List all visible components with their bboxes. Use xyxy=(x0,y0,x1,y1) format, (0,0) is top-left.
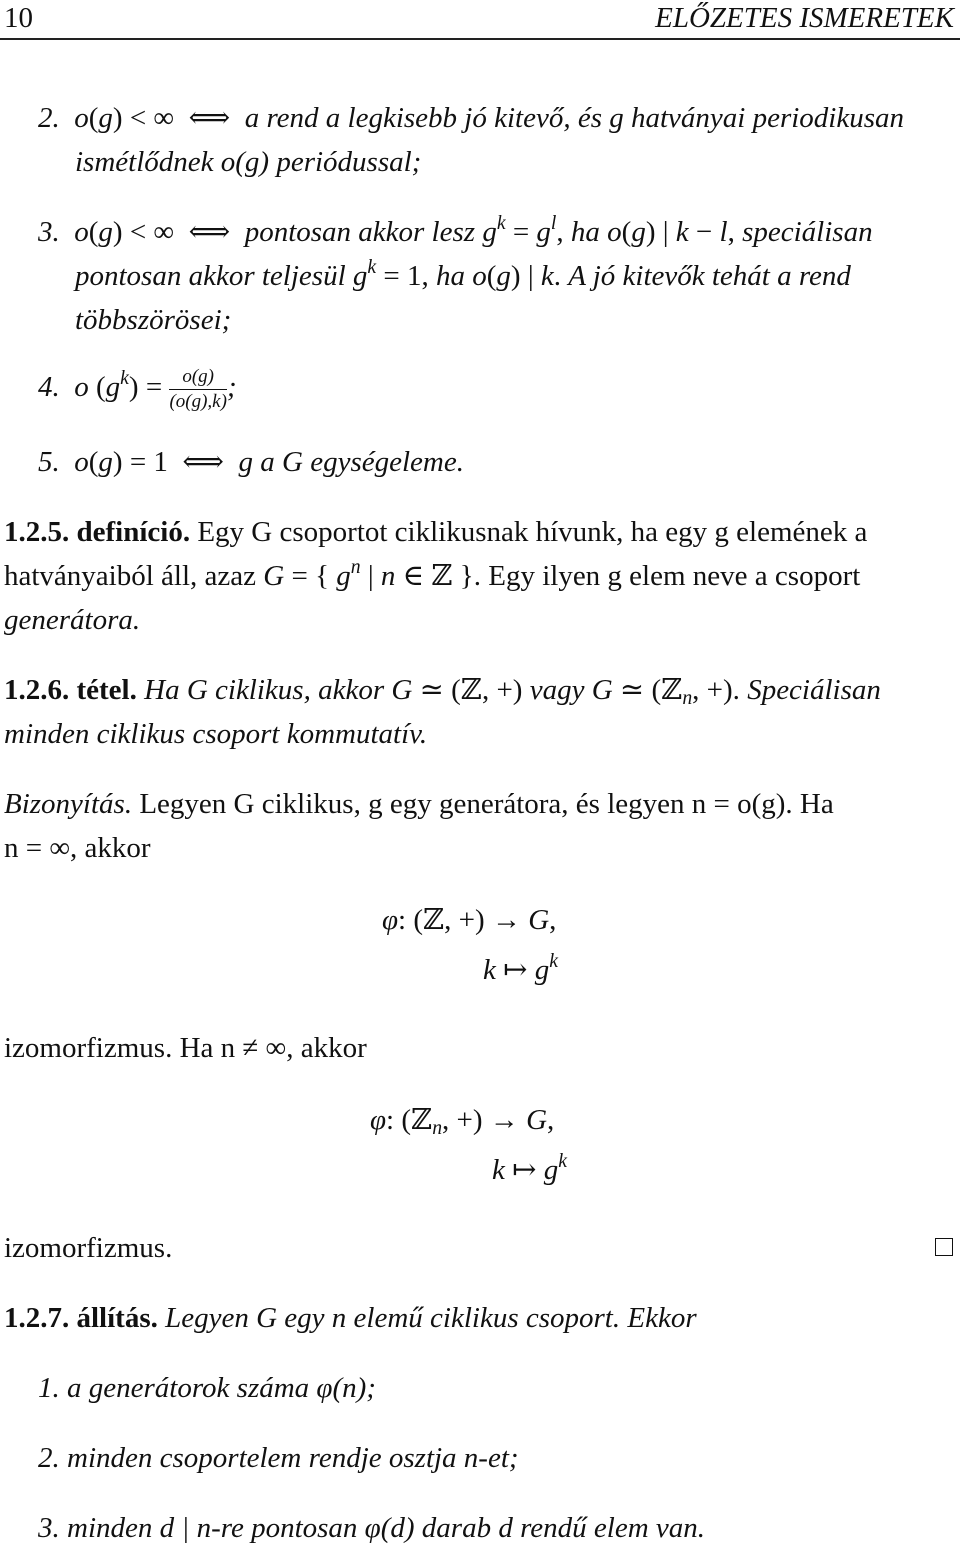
proof-line-2 xyxy=(4,834,151,863)
list-item-3-condition: o(g) < ∞ ⟺ xyxy=(74,216,245,248)
page-number: 10 xyxy=(4,2,33,34)
list-item-4-formula: o $(g^k)$ = $\frac{o(g)}{(o(g),k)}$ ; xyxy=(74,366,237,412)
list-item-2 xyxy=(38,104,904,133)
definition-line-2 xyxy=(4,555,861,592)
definition-set-formula: G = { $g^n$ | n ∈ ℤ }. xyxy=(263,555,489,592)
list-item-2-cont xyxy=(75,148,421,177)
list-item-3-number: 3. xyxy=(38,216,60,248)
definition-text-1: Egy G csoportot ciklikusnak hívunk, ha egy g elemének a xyxy=(197,516,868,548)
list-item-4-number: 4. xyxy=(38,371,60,403)
list-item-4 xyxy=(38,366,237,413)
proposition-item-2-number: 2. xyxy=(38,1442,60,1474)
proof-line-3 xyxy=(4,1034,367,1063)
proposition-item-3-text: minden d | n-re pontosan φ(d) darab d rendű elem van. xyxy=(67,1512,706,1544)
proposition-item-3-number: 3. xyxy=(38,1512,60,1544)
display-map-1: φ: (ℤ, +) → G, xyxy=(382,904,557,936)
definition-line-3 xyxy=(4,606,140,635)
proposition-line-1 xyxy=(4,1304,697,1333)
theorem-line-1 xyxy=(4,674,881,709)
proposition-label: 1.2.7. állítás. xyxy=(4,1302,158,1334)
theorem-line-2 xyxy=(4,720,427,749)
proposition-item-1 xyxy=(38,1374,376,1403)
display-map-2: φ: (ℤ$_n$, +) → G, xyxy=(370,1104,555,1139)
theorem-text-1b: Speciálisan xyxy=(747,674,881,706)
display-map-1-rule: k ↦ $g^k$ xyxy=(483,949,558,986)
definition-label: 1.2.5. definíció. xyxy=(4,516,191,548)
list-item-3-text-3: többszörösei; xyxy=(75,304,232,336)
definition-text-2b: Egy ilyen g elem neve a csoport xyxy=(488,560,861,592)
theorem-text-2: minden ciklikus csoport kommutatív. xyxy=(4,718,428,750)
list-item-3-tail: speciálisan xyxy=(742,216,873,248)
proposition-item-2-text: minden csoportelem rendje osztja n-et; xyxy=(67,1442,519,1474)
proof-text-4: izomorfizmus. xyxy=(4,1232,173,1264)
list-item-2-condition: o(g) < ∞ ⟺ xyxy=(74,102,245,134)
proposition-item-1-text: a generátorok száma φ(n); xyxy=(67,1372,376,1404)
proof-text-2: n = ∞, akkor xyxy=(4,832,151,864)
list-item-2-text: a rend a legkisebb jó kitevő, és g hatványai periodikusan xyxy=(244,102,905,134)
list-item-3-cont-2 xyxy=(75,306,231,335)
definition-text-3: generátora. xyxy=(4,604,141,636)
proposition-item-1-number: 1. xyxy=(38,1372,60,1404)
list-item-2-text-cont: ismétlődnek o(g) periódussal; xyxy=(75,146,422,178)
order-fraction: $\frac{o(g)}{(o(g),k)}$ xyxy=(169,366,227,412)
list-item-5-number: 5. xyxy=(38,446,60,478)
theorem-text-1: Ha G ciklikus, akkor xyxy=(144,674,385,706)
proof-line-1 xyxy=(4,790,834,819)
theorem-label: 1.2.6. tétel. xyxy=(4,674,137,706)
chapter-title: ELŐZETES ISMERETEK xyxy=(655,2,954,34)
list-item-3-text: pontosan akkor lesz xyxy=(244,216,476,248)
proposition-text: Legyen G egy n elemű ciklikus csoport. Ekkor xyxy=(165,1302,697,1334)
list-item-3-tail-2: A jó kitevők tehát a rend xyxy=(568,260,851,292)
header-rule xyxy=(0,38,960,40)
list-item-3-formula-2: $g^k = 1$, ha o(g) | k. xyxy=(352,255,569,292)
proof-text-3: izomorfizmus. Ha n ≠ ∞, akkor xyxy=(4,1032,367,1064)
proof-text-1: Legyen G ciklikus, g egy generátora, és legyen n = o(g). Ha xyxy=(139,788,834,820)
theorem-formula: G ≃ (ℤ, +) vagy G ≃ (ℤ$_n$, +). xyxy=(391,674,748,709)
qed-symbol xyxy=(935,1238,953,1256)
proposition-item-3 xyxy=(38,1514,705,1543)
list-item-2-number: 2. xyxy=(38,102,60,134)
definition-line-1 xyxy=(4,518,867,547)
proof-label: Bizonyítás. xyxy=(4,788,133,820)
list-item-5-text: g a G egységeleme. xyxy=(238,446,464,478)
definition-text-2: hatványaiból áll, azaz xyxy=(4,560,257,592)
list-item-3 xyxy=(38,211,873,248)
list-item-5-condition: o(g) = 1 ⟺ xyxy=(74,446,239,478)
proposition-item-2 xyxy=(38,1444,519,1473)
list-item-3-cont xyxy=(75,255,851,292)
proof-line-4 xyxy=(4,1234,172,1263)
list-item-3-formula: $g^k = g^l$, ha o(g) | k − l, xyxy=(482,211,743,248)
list-item-5 xyxy=(38,448,464,477)
display-map-2-rule: k ↦ $g^k$ xyxy=(492,1149,567,1186)
list-item-3-text-2: pontosan akkor teljesül xyxy=(75,260,346,292)
